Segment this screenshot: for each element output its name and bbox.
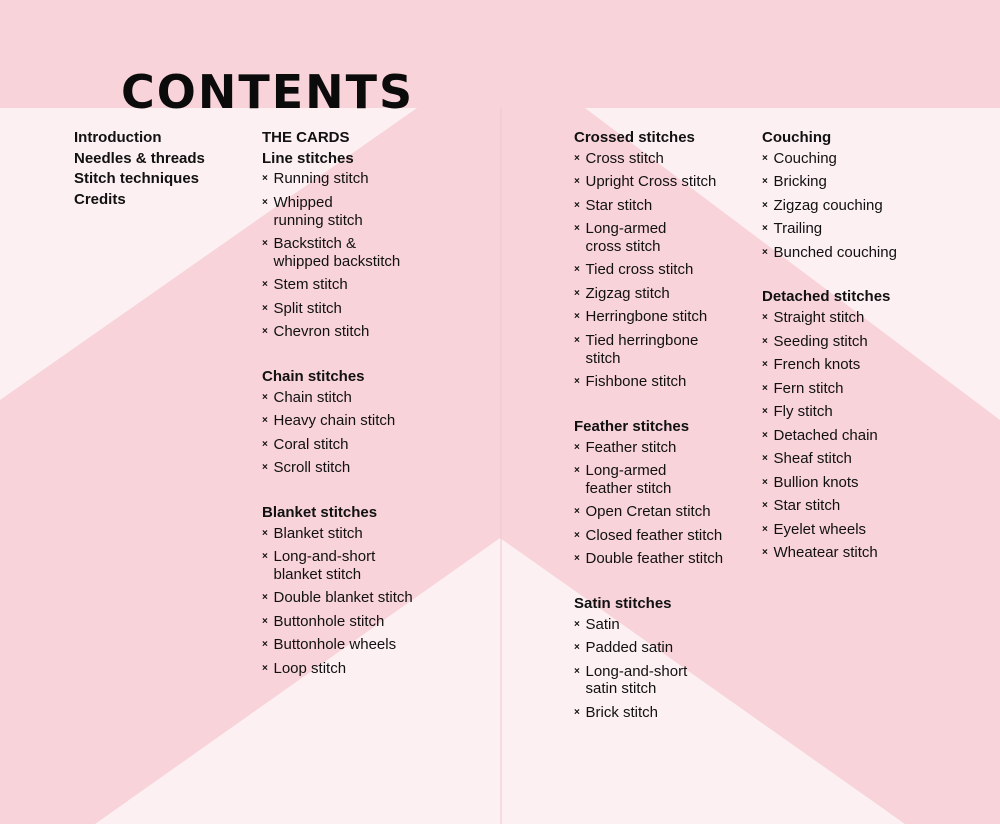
cross-mark-icon: × [762,223,768,235]
cross-mark-icon: × [574,334,580,346]
section-blanket-stitches [262,503,413,678]
cross-mark-icon: × [762,176,768,188]
list-item[interactable] [262,412,413,430]
list-item[interactable] [262,613,413,631]
list-item-label: Scroll stitch [273,459,351,477]
cross-mark-icon: × [262,551,268,563]
list-item-label: Couching [773,149,837,167]
cross-mark-icon: × [762,500,768,512]
list-item-label: Tied cross stitch [585,261,694,279]
list-item-label: Star stitch [773,497,841,515]
list-item-label: Long-armed cross stitch [585,220,667,255]
list-item-label: Backstitch & whipped backstitch [273,235,401,270]
list-item-label: Chain stitch [273,388,352,406]
cross-mark-icon: × [574,176,580,188]
list-item-label: Closed feather stitch [585,526,723,544]
contents-column-3 [762,128,897,588]
section-heading: Blanket stitches [262,503,378,521]
list-item[interactable] [262,660,413,678]
list-item[interactable] [574,373,723,391]
section-crossed-stitches [574,128,723,391]
cross-mark-icon: × [262,279,268,291]
list-item-label: Trailing [773,220,823,238]
list-item-label: Blanket stitch [273,524,363,542]
list-item-label: Straight stitch [773,309,865,327]
list-item[interactable] [762,244,897,262]
list-item[interactable] [762,474,897,492]
list-item[interactable] [762,309,897,327]
cross-mark-icon: × [762,335,768,347]
section-items [574,439,723,568]
cross-mark-icon: × [762,453,768,465]
list-item-label: Detached chain [773,426,878,444]
list-item-label: Zigzag couching [773,196,883,214]
section-items [574,150,723,391]
list-item[interactable] [574,332,723,367]
list-item[interactable] [762,427,897,445]
cross-mark-icon: × [574,618,580,630]
cross-mark-icon: × [762,199,768,211]
list-item[interactable] [574,197,723,215]
cross-mark-icon: × [762,476,768,488]
list-item[interactable] [262,525,413,543]
list-item[interactable] [574,173,723,191]
list-item[interactable] [574,527,723,545]
section-line-stitches [262,149,413,341]
list-item-label: Wheatear stitch [773,544,878,562]
list-item-label: Stem stitch [273,276,348,294]
list-item-label: Fishbone stitch [585,373,687,391]
section-detached-stitches [762,287,897,561]
list-item[interactable] [262,170,413,188]
list-item-label: Herringbone stitch [585,308,708,326]
section-items [574,616,723,722]
cross-mark-icon: × [262,592,268,604]
list-item[interactable] [262,235,413,270]
list-item-label: Whipped running stitch [273,193,363,229]
intro-link-needles-threads[interactable]: Needles & threads [74,149,205,167]
cross-mark-icon: × [762,312,768,324]
cross-mark-icon: × [574,506,580,518]
list-item[interactable] [762,521,897,539]
cross-mark-icon: × [762,547,768,559]
list-item[interactable] [574,150,723,168]
list-item-label: Buttonhole stitch [273,612,385,630]
list-item[interactable] [762,197,897,215]
cross-mark-icon: × [574,529,580,541]
cross-mark-icon: × [574,642,580,654]
list-item-label: Long-armed feather stitch [585,462,672,497]
cross-mark-icon: × [574,665,580,677]
list-item[interactable] [262,436,413,454]
list-item[interactable] [762,497,897,515]
list-item[interactable] [574,261,723,279]
list-item[interactable] [762,333,897,351]
cross-mark-icon: × [762,429,768,441]
list-item[interactable] [574,663,723,698]
intro-list [74,128,205,211]
list-item-label: Seeding stitch [773,332,868,350]
cross-mark-icon: × [262,196,268,208]
cross-mark-icon: × [574,706,580,718]
cross-mark-icon: × [762,382,768,394]
list-item[interactable] [574,550,723,568]
list-item[interactable] [574,285,723,303]
list-item[interactable] [574,462,723,497]
list-item-label: Bricking [773,173,827,191]
section-heading: Chain stitches [262,368,365,386]
cross-mark-icon: × [262,415,268,427]
list-item-label: Padded satin [585,639,674,657]
list-item-label: Fern stitch [773,379,844,397]
section-items [762,150,897,262]
list-item[interactable] [574,439,723,457]
cross-mark-icon: × [262,438,268,450]
list-item-label: Feather stitch [585,438,677,456]
list-item-label: Buttonhole wheels [273,636,397,654]
contents-column-2 [574,128,723,748]
section-satin-stitches [574,594,723,722]
cross-mark-icon: × [762,359,768,371]
list-item[interactable] [262,389,413,407]
list-item[interactable] [762,403,897,421]
cross-mark-icon: × [574,223,580,235]
intro-link-stitch-techniques[interactable]: Stitch techniques [74,170,200,188]
cross-mark-icon: × [262,615,268,627]
section-items [262,170,413,341]
list-item-label: Heavy chain stitch [273,412,396,430]
cross-mark-icon: × [262,527,268,539]
list-item[interactable] [762,380,897,398]
cross-mark-icon: × [574,441,580,453]
list-item-label: Loop stitch [273,659,347,677]
section-feather-stitches [574,417,723,568]
list-item[interactable] [762,450,897,468]
section-items [262,389,413,477]
list-item-label: Satin [585,615,620,633]
list-item-label: Fly stitch [773,403,833,421]
cross-mark-icon: × [762,406,768,418]
list-item-label: Sheaf stitch [773,450,852,468]
list-item-label: Running stitch [273,170,369,188]
section-items [262,525,413,678]
list-item-label: Tied herringbone stitch [585,331,699,367]
list-item[interactable] [262,589,413,607]
list-item-label: Double blanket stitch [273,589,413,607]
section-heading: Couching [762,129,832,146]
intro-link-credits[interactable]: Credits [74,191,126,209]
list-item-label: Open Cretan stitch [585,503,711,521]
list-item[interactable] [262,459,413,477]
list-item[interactable] [574,616,723,634]
cross-mark-icon: × [574,264,580,276]
cross-mark-icon: × [762,523,768,535]
list-item-label: Brick stitch [585,703,659,721]
list-item-label: Double feather stitch [585,550,724,568]
cross-mark-icon: × [262,302,268,314]
cross-mark-icon: × [574,152,580,164]
cross-mark-icon: × [262,238,268,250]
list-item-label: Bullion knots [773,473,859,491]
page-title: CONTENTS [121,65,415,119]
cross-mark-icon: × [574,311,580,323]
section-heading: Detached stitches [762,288,891,306]
list-item-label: Coral stitch [273,435,349,453]
cards-title: THE CARDS [262,129,350,146]
list-item[interactable] [262,194,413,229]
list-item[interactable] [762,220,897,238]
cross-mark-icon: × [262,326,268,338]
list-item[interactable] [574,704,723,722]
list-item-label: Upright Cross stitch [585,173,717,191]
list-item[interactable] [574,503,723,521]
section-heading: Satin stitches [574,594,672,612]
list-item-label: Zigzag stitch [585,284,670,302]
cross-mark-icon: × [762,152,768,164]
intro-link-introduction[interactable]: Introduction [74,129,162,146]
section-heading: Crossed stitches [574,129,695,146]
list-item[interactable] [762,356,897,374]
list-item-label: Chevron stitch [273,323,370,341]
list-item-label: Star stitch [585,196,653,214]
cross-mark-icon: × [262,639,268,651]
section-items [762,309,897,562]
cross-mark-icon: × [574,199,580,211]
list-item-label: Long-and-short blanket stitch [273,548,376,583]
section-couching [762,128,897,261]
list-item[interactable] [762,544,897,562]
cross-mark-icon: × [574,376,580,388]
list-item-label: Bunched couching [773,243,897,261]
list-item[interactable] [262,636,413,654]
section-heading: Feather stitches [574,417,690,435]
list-item-label: Long-and-short satin stitch [585,662,688,698]
list-item[interactable] [262,323,413,341]
list-item[interactable] [262,300,413,318]
cross-mark-icon: × [262,391,268,403]
list-item[interactable] [762,150,897,168]
list-item[interactable] [574,639,723,657]
list-item[interactable] [574,308,723,326]
cross-mark-icon: × [574,553,580,565]
list-item-label: Split stitch [273,299,342,317]
list-item[interactable] [574,220,723,255]
list-item-label: Cross stitch [585,149,664,167]
cross-mark-icon: × [762,246,768,258]
cross-mark-icon: × [262,462,268,474]
cross-mark-icon: × [574,287,580,299]
section-heading: Line stitches [262,149,354,167]
section-chain-stitches [262,367,413,477]
list-item-label: French knots [773,356,861,374]
cross-mark-icon: × [262,662,268,674]
cross-mark-icon: × [262,173,268,185]
list-item[interactable] [262,548,413,583]
contents-column-1 [262,128,413,704]
cross-mark-icon: × [574,465,580,477]
list-item-label: Eyelet wheels [773,520,867,538]
list-item[interactable] [762,173,897,191]
list-item[interactable] [262,276,413,294]
